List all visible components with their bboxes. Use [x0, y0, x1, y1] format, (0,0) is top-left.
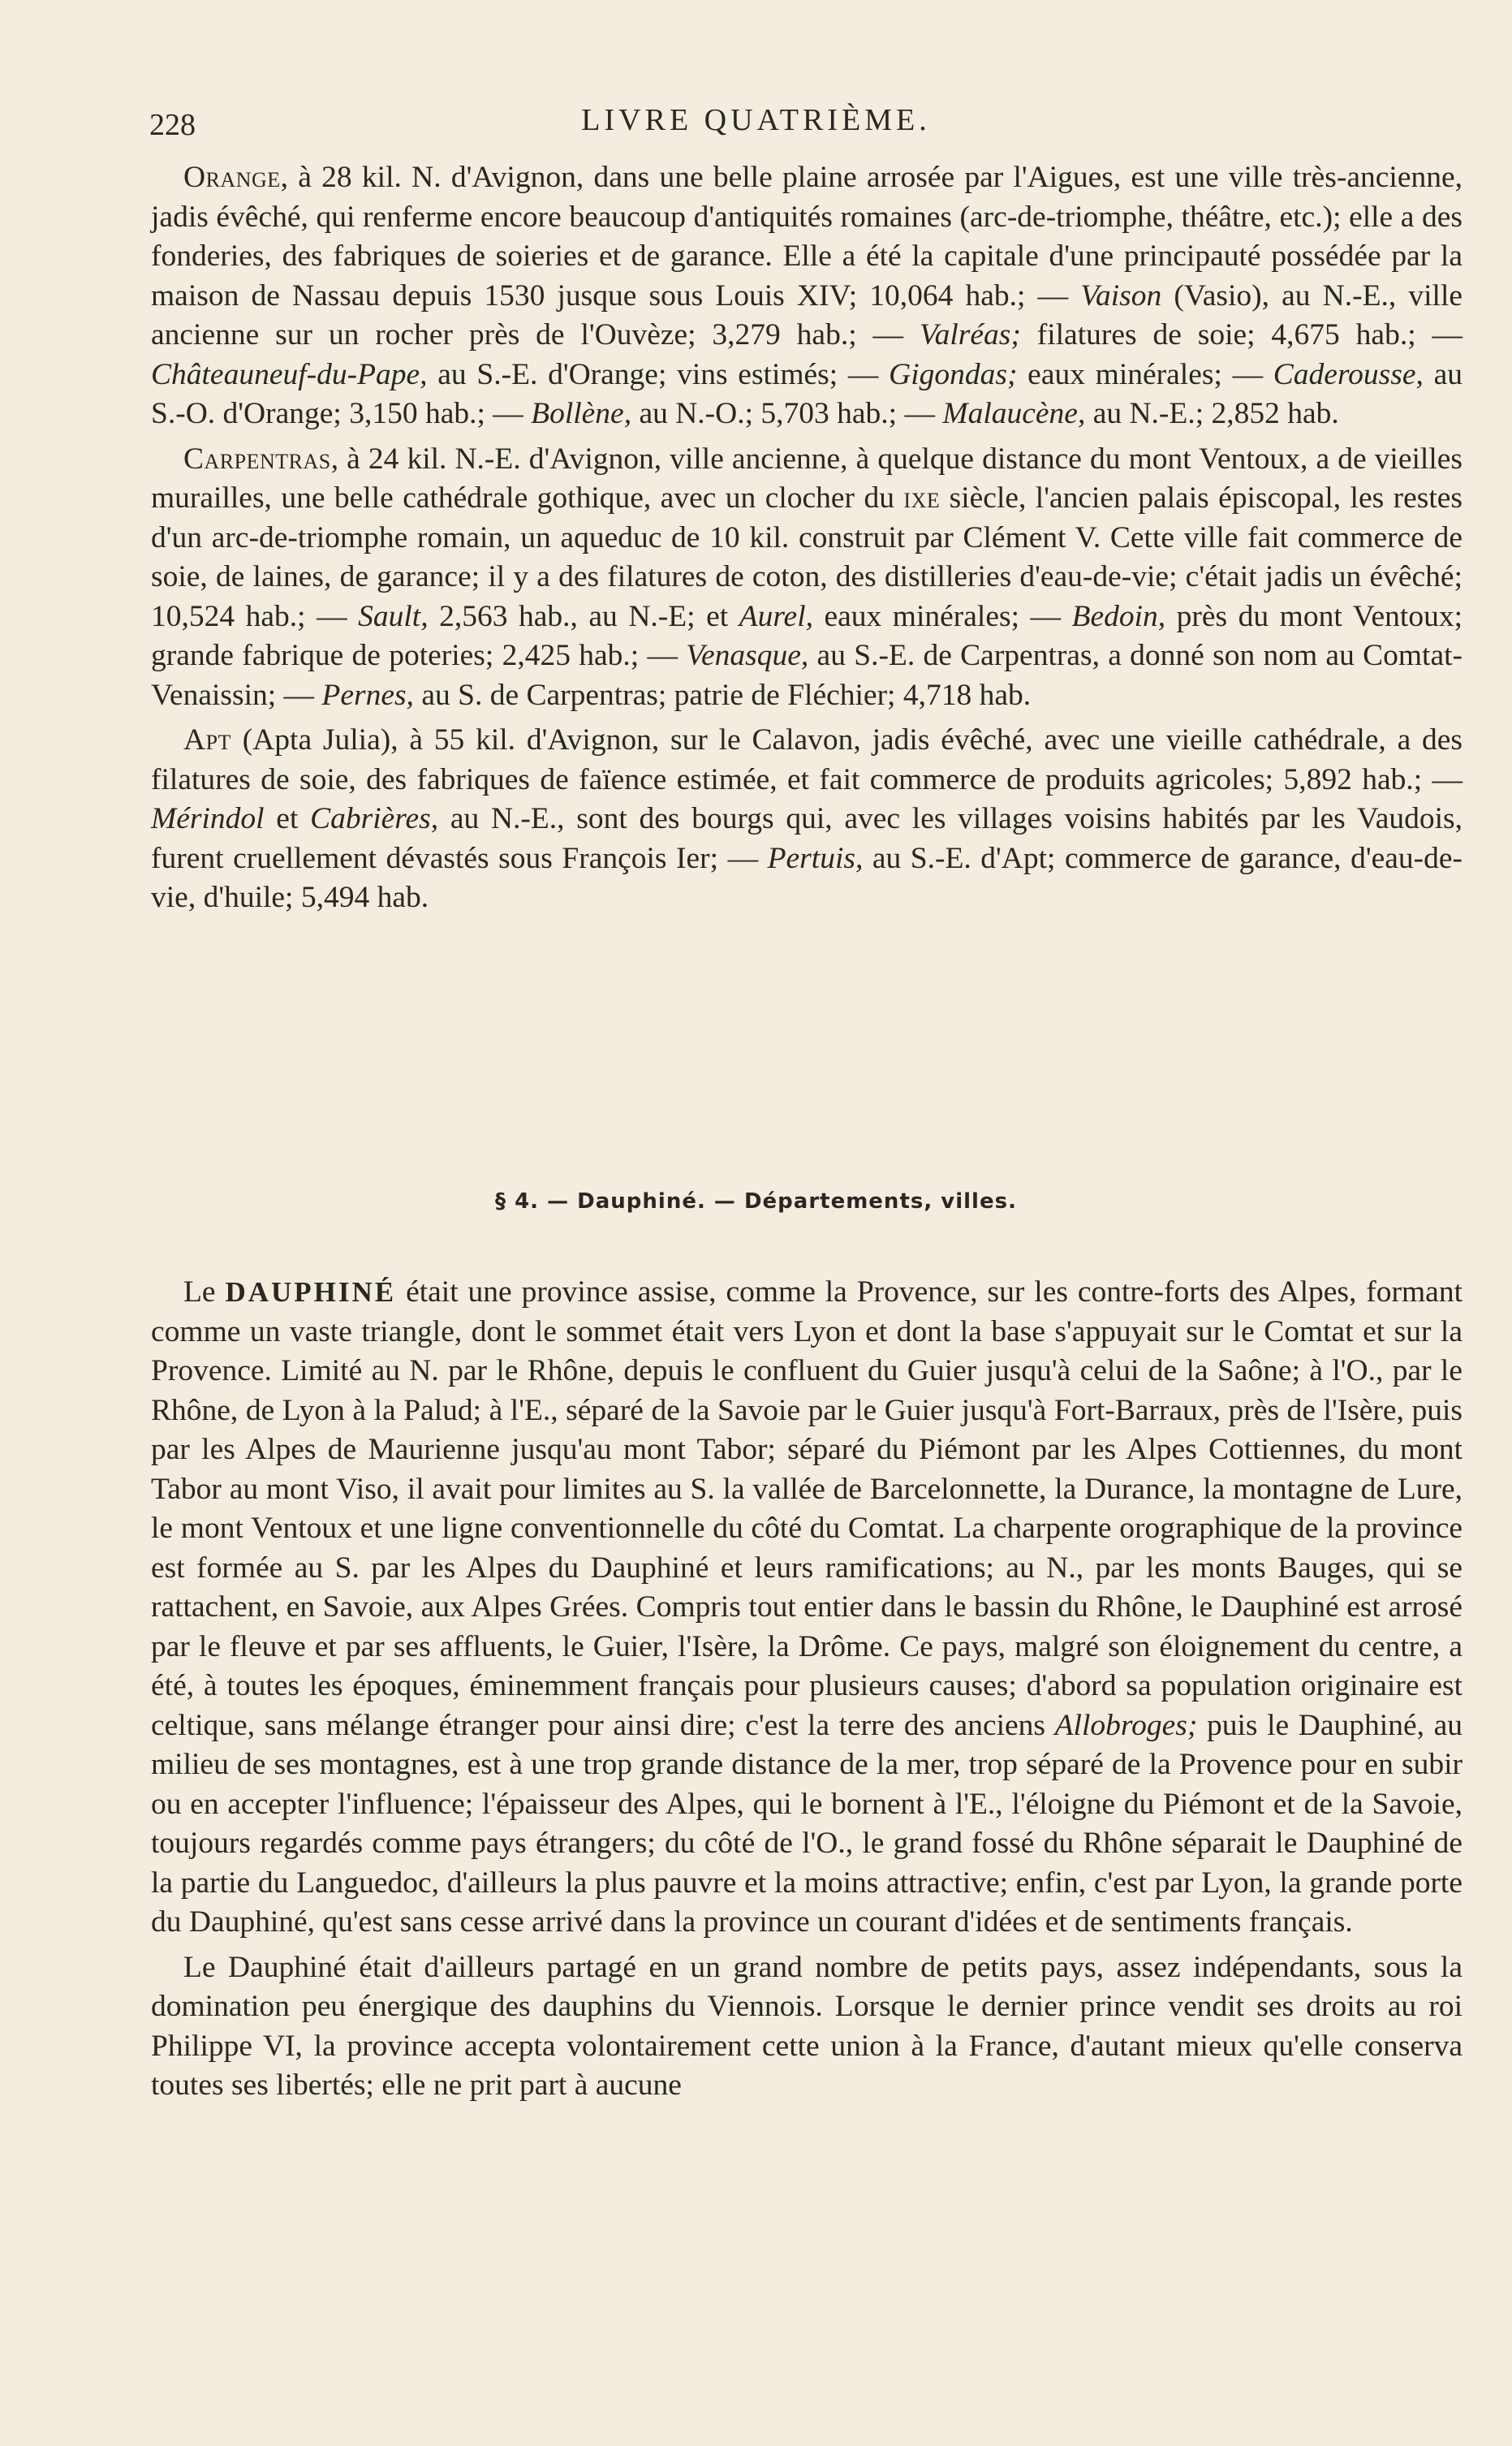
place-name: Sault, — [358, 599, 429, 633]
text-block-vaucluse — [151, 158, 1462, 924]
paragraph-last: Le Dauphiné était d'ailleurs partagé en un grand nombre de petits pays, assez indépendants, sous la domination peu énergique des dauphins du Viennois. Lorsque le dernier prince vendit ses droits au roi Philippe VI, la province accepta volontairement cette union à la France, d'autant mieux qu'elle conserva toutes ses libertés; elle ne prit part à aucune — [151, 1950, 1462, 2102]
page-number: 228 — [149, 108, 196, 142]
place-name: Bedoin, — [1071, 599, 1166, 633]
paragraph-apt — [151, 721, 1462, 918]
text-run: (Apta Julia), à 55 kil. d'Avignon, sur le Calavon, jadis évêché, avec une vieille cathédrale, a des filatures de soie, des fabriques de faïence estimée, et fait commerce de produits agricoles; 5,892 hab.; — — [151, 723, 1462, 796]
place-name: Vaison — [1080, 278, 1162, 313]
place-name: Carpentras — [183, 442, 331, 476]
text-run: siècle, l'ancien palais épiscopal, les restes d'un arc-de-triomphe romain, un aqueduc de 10 kil. construit par Clément V. Cette ville fait commerce de soie, de laines, de garance; il y a des filatures de coton, des distilleries d'eau-de-vie; c'était jadis un évêché; 10,524 hab.; — — [151, 481, 1462, 633]
place-name: Venasque, — [686, 639, 809, 672]
text-run: puis le Dauphiné, au milieu de ses montagnes, est à une trop grande distance de la mer, trop séparé de la Provence pour en subir ou en accepter l'influence; l'épaisseur des Alpes, qui le bornent à l'E., l'éloigne du Piémont et de la Savoie, toujours regardés comme pays étrangers; du côté de l'O., le grand fossé du Rhône séparait le Dauphiné de la partie du Languedoc, d'ailleurs la plus pauvre et la moins attractive; enfin, c'est par Lyon, la grande porte du Dauphiné, qu'est sans cesse arrivé dans la province un courant d'idées et de sentiments français. — [151, 1708, 1462, 1939]
text-run: au S.-E. de Carpentras, a donné son nom au Comtat-Venaissin; — — [151, 639, 1462, 712]
text-run: 2,563 hab., au N.-E; et — [428, 599, 739, 633]
paragraph-orange — [151, 158, 1462, 434]
text-run: eaux minérales; — — [812, 599, 1072, 633]
text-run: au S.-E. d'Orange; vins estimés; — — [427, 357, 890, 391]
paragraph-dauphine — [151, 1273, 1462, 1943]
place-name: Mérindol — [151, 802, 265, 835]
running-title: LIVRE QUATRIÈME. — [581, 103, 931, 137]
text-run: eaux minérales; — — [1017, 357, 1273, 391]
place-name: Châteauneuf-du-Pape, — [151, 357, 428, 391]
text-run: (Vasio), au N.-E., ville ancienne sur un rocher près de l'Ouvèze; 3,279 hab.; — — [151, 278, 1463, 352]
place-name: Cabrières, — [310, 802, 439, 835]
place-name: Bollène, — [531, 397, 632, 430]
text-run: , à 24 kil. N.-E. d'Avignon, ville ancienne, à quelque distance du mont Ventoux, a de vieilles murailles, une belle cathédrale gothique, avec un clocher du — [151, 442, 1462, 515]
text-run: près du mont Ventoux; grande fabrique de poteries; 2,425 hab.; — — [151, 599, 1462, 672]
running-header — [0, 96, 1512, 145]
place-name: Valréas; — [919, 318, 1021, 352]
section-heading: § 4. — Dauphiné. — Départements, villes. — [495, 1189, 1017, 1214]
place-name: Orange — [183, 161, 281, 194]
century-numeral: ixe — [903, 481, 941, 515]
place-name: Gigondas; — [889, 357, 1018, 391]
text-block-dauphine — [151, 1273, 1462, 2112]
people-name: Allobroges; — [1054, 1708, 1198, 1742]
text-run: filatures de soie; 4,675 hab.; — — [1020, 318, 1462, 352]
text-run: au S.-O. d'Orange; 3,150 hab.; — — [151, 357, 1462, 430]
text-run: était une province assise, comme la Provence, sur les contre-forts des Alpes, formant comme un vaste triangle, dont le sommet était vers Lyon et dont la base s'appuyait sur le Comtat et sur la Provence. Limité au N. par le Rhône, depuis le confluent du Guier jusqu'à celui de la Saône; à l'O., par le Rhône, de Lyon à la Palud; à l'E., séparé de la Savoie par le Guier jusqu'à Fort-Barraux, près de l'Isère, puis par les Alpes de Maurienne jusqu'au mont Tabor; séparé du Piémont par les Alpes Cottiennes, du mont Tabor au mont Viso, il avait pour limites au S. la vallée de Barcelonnette, la Durance, la montagne de Lure, le mont Ventoux et une ligne conventionnelle du côté du Comtat. La charpente orographique de la province est formée au S. par les Alpes du Dauphiné et leurs ramifications; au N., par les monts Bauges, qui se rattachent, en Savoie, aux Alpes Grées. Compris tout entier dans le bassin du Rhône, le Dauphiné est arrosé par le fleuve et par ses affluents, le Guier, l'Isère, la Drôme. Ce pays, malgré son éloignement du centre, a été, à toutes les époques, éminemment français pour plusieurs causes; d'abord sa population originaire est celtique, sans mélange étranger pour ainsi dire; c'est la terre des anciens — [151, 1275, 1462, 1742]
text-run: et — [264, 802, 311, 835]
text-run: au S.-E. d'Apt; commerce de garance, d'eau-de-vie, d'huile; 5,494 hab. — [151, 841, 1462, 914]
text-run: au N.-E.; 2,852 hab. — [1085, 397, 1339, 430]
text-run: Le — [183, 1275, 226, 1309]
place-name: Malaucène, — [942, 397, 1086, 430]
paragraph-carpentras — [151, 440, 1462, 716]
text-run: au S. de Carpentras; patrie de Fléchier; 4,718 hab. — [413, 678, 1032, 712]
text-run: au N.-O.; 5,703 hab.; — — [631, 397, 943, 430]
text-run: , à 28 kil. N. d'Avignon, dans une belle plaine arrosée par l'Aigues, est une ville très-ancienne, jadis évêché, qui renferme encore beaucoup d'antiquités romaines (arc-de-triomphe, théâtre, etc.); elle a des fonderies, des fabriques de soieries et de garance. Elle a été la capitale d'une principauté possédée par la maison de Nassau depuis 1530 jusque sous Louis XIV; 10,064 hab.; — — [151, 161, 1462, 313]
text-run: au N.-E., sont des bourgs qui, avec les villages voisins habités par les Vaudois, furent cruellement dévastés sous François Ier; — — [151, 802, 1462, 875]
place-name: Pertuis, — [767, 841, 864, 875]
place-name: Aurel, — [739, 599, 813, 633]
place-name: Pernes, — [321, 678, 414, 712]
province-name: DAUPHINÉ — [225, 1276, 397, 1308]
place-name: Caderousse, — [1273, 357, 1424, 391]
place-name: Apt — [183, 723, 231, 757]
